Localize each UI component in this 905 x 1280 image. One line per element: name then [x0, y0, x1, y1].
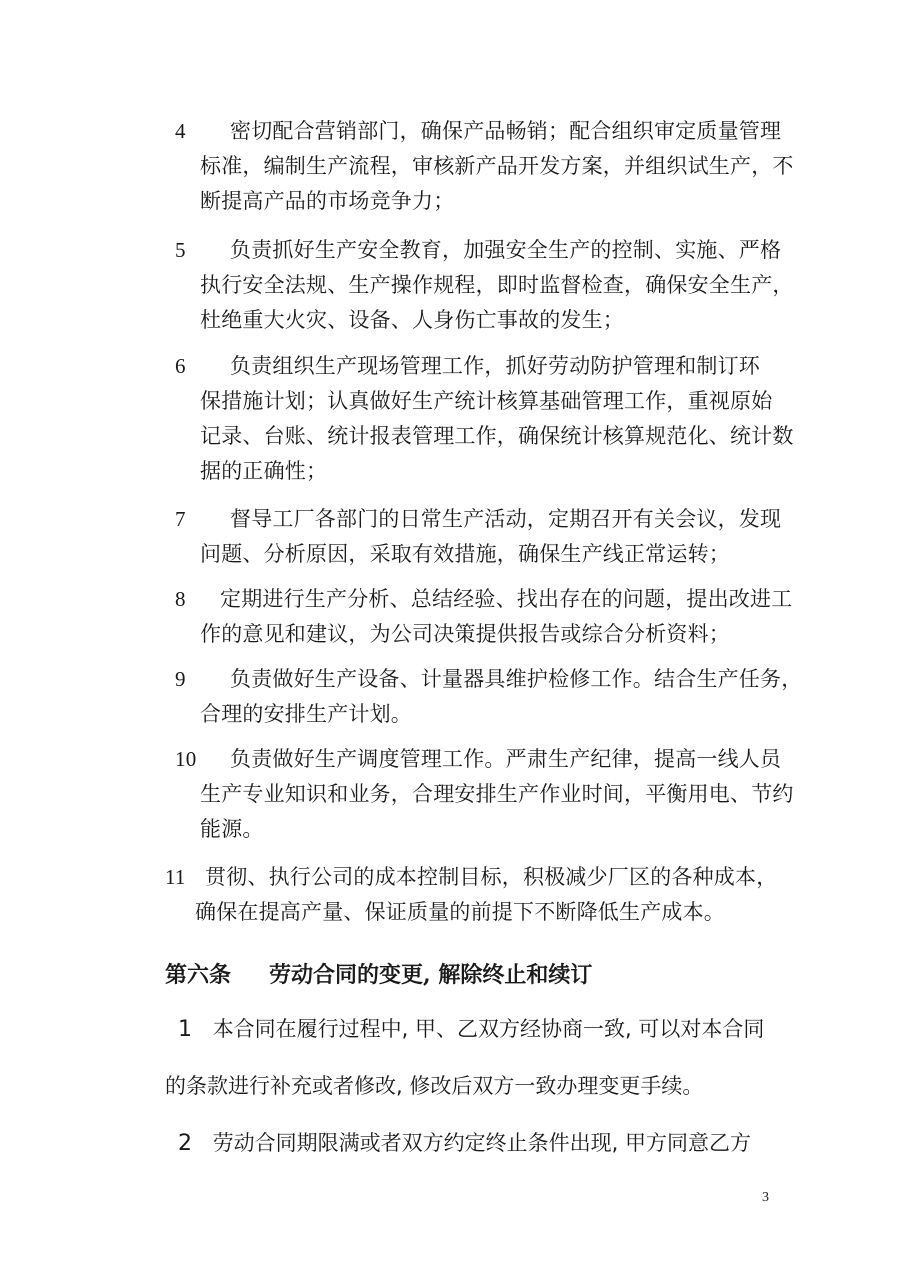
list-item-number: 11 [165, 865, 186, 889]
list-item-line: 保措施计划；认真做好生产统计核算基础管理工作，重视原始 [200, 389, 773, 413]
list-item-line: 据的正确性； [200, 459, 328, 483]
list-item-number: 7 [175, 507, 186, 531]
list-item-line: 负责做好生产设备、计量器具维护检修工作。结合生产任务， [230, 667, 803, 691]
list-item-line: 断提高产品的市场竞争力； [200, 189, 455, 213]
list-item [175, 349, 794, 489]
paragraph-text: 的条款进行补充或者修改, 修改后双方一致办理变更手续。 [165, 1074, 704, 1098]
paragraph-text: 本合同在履行过程中, 甲、乙双方经协商一致, 可以对本合同 [212, 1017, 765, 1041]
list-item-line: 确保在提高产量、保证质量的前提下不断降低生产成本。 [195, 900, 725, 924]
list-item-line: 负责做好生产调度管理工作。严肃生产纪律，提高一线人员 [230, 747, 782, 771]
list-item-line: 生产专业知识和业务，合理安排生产作业时间，平衡用电、节约 [200, 782, 794, 806]
list-item-number: 6 [175, 354, 186, 378]
list-item-number: 5 [175, 238, 186, 262]
page-number: 3 [762, 1190, 769, 1205]
paragraph [178, 1014, 764, 1045]
paragraph [165, 1071, 703, 1101]
list-item-number: 8 [175, 587, 186, 611]
list-item [175, 114, 794, 219]
list-item-line: 督导工厂各部门的日常生产活动，定期召开有关会议，发现 [230, 507, 782, 531]
list-item [175, 502, 782, 572]
list-item-line: 合理的安排生产计划。 [200, 702, 412, 726]
list-item-number: 10 [175, 747, 197, 771]
list-item-line: 定期进行生产分析、总结经验、找出存在的问题，提出改进工 [220, 587, 793, 611]
list-item [175, 662, 803, 732]
list-item-line: 问题、分析原因，采取有效措施，确保生产线正常运转； [200, 542, 730, 566]
paragraph-number: 2 [178, 1131, 192, 1156]
list-item-line: 负责组织生产现场管理工作，抓好劳动防护管理和制订环 [230, 354, 760, 378]
paragraph-number: 1 [178, 1017, 192, 1042]
list-item-number: 4 [175, 119, 186, 143]
list-item-line: 贯彻、执行公司的成本控制目标，积极减少厂区的各种成本， [205, 865, 778, 889]
list-item-line: 作的意见和建议，为公司决策提供报告或综合分析资料； [200, 622, 730, 646]
section-heading [165, 960, 592, 990]
list-item-line: 密切配合营销部门，确保产品畅销；配合组织审定质量管理 [230, 119, 782, 143]
paragraph [178, 1128, 751, 1159]
list-item-number: 9 [175, 667, 186, 691]
list-item [175, 582, 793, 652]
list-item [175, 742, 794, 847]
section-label: 第六条 [165, 962, 232, 988]
section-title: 劳动合同的变更, 解除终止和续订 [269, 962, 593, 988]
list-item-line: 杜绝重大火灾、设备、人身伤亡事故的发生； [200, 308, 624, 332]
list-item-line: 能源。 [200, 817, 264, 841]
list-item-line: 负责抓好生产安全教育，加强安全生产的控制、实施、严格 [230, 238, 782, 262]
list-item-line: 标准，编制生产流程，审核新产品开发方案，并组织试生产，不 [200, 154, 794, 178]
paragraph-text: 劳动合同期限满或者双方约定终止条件出现, 甲方同意乙方 [212, 1131, 752, 1155]
list-item [165, 860, 778, 930]
list-item-line: 记录、台账、统计报表管理工作，确保统计核算规范化、统计数 [200, 424, 794, 448]
list-item-line: 执行安全法规、生产操作规程，即时监督检查，确保安全生产， [200, 273, 794, 297]
list-item [175, 233, 794, 338]
